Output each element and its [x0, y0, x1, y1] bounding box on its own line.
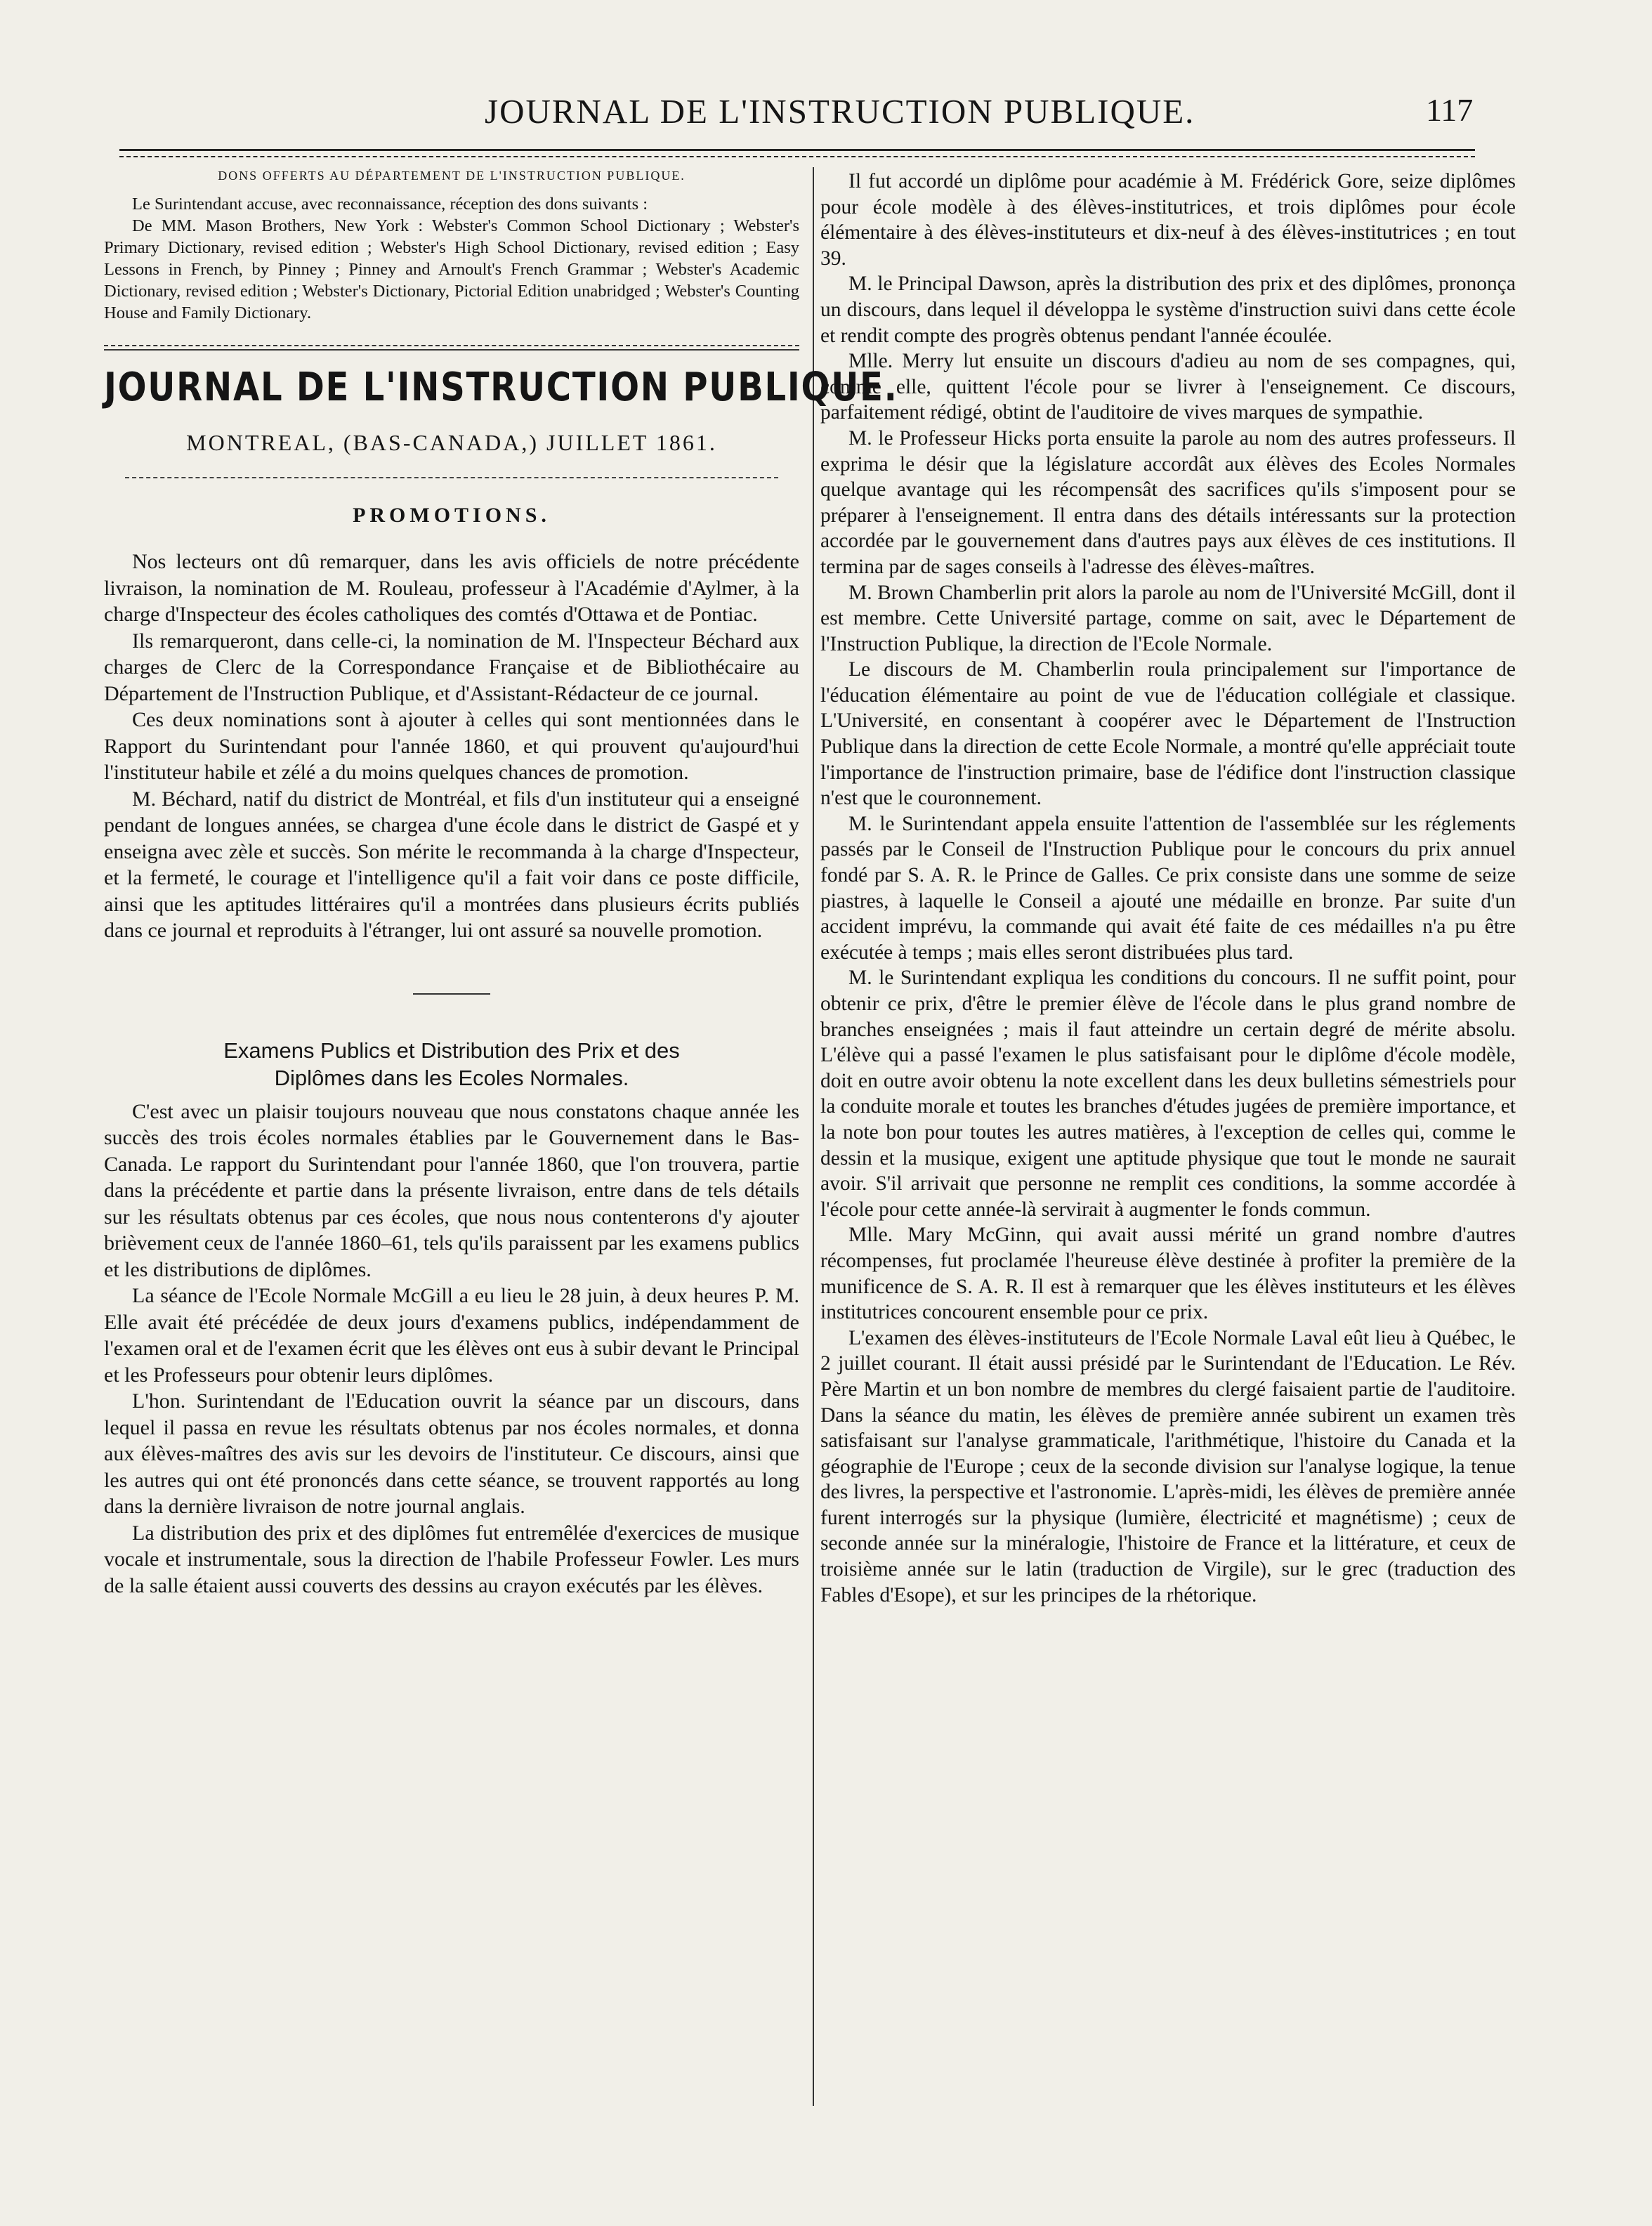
paragraph: M. Béchard, natif du district de Montréal, et fils d'un instituteur qui a enseigné pendant de longues années, se chargea d'une école dans le district de Gaspé et y enseigna avec zèle et succès. Son mérite le recommanda à la charge d'Inspecteur, et la fermeté, le courage et l'intelligence qu'il a fait voir dans ce poste difficile, ainsi que les aptitudes littéraires qu'il a montrées dans plusieurs écrits publiés dans ce journal et reproduits à l'étranger, lui ont assuré sa nouvelle promotion. — [104, 787, 799, 942]
masthead: JOURNAL DE L'INSTRUCTION PUBLIQUE. — [104, 365, 898, 410]
paragraph: M. le Principal Dawson, après la distribution des prix et des diplômes, prononça un discours, dans lequel il développa le système d'instruction suivi dans cette école et rendit compte des progrès obtenus pendant l'année écoulée. — [820, 273, 1516, 347]
left-column — [104, 169, 898, 1599]
dons-title: DONS OFFERTS AU DÉPARTEMENT DE L'INSTRUCTION PUBLIQUE. — [218, 169, 686, 183]
page-header — [0, 91, 1652, 155]
paragraph: M. Brown Chamberlin prit alors la parole au nom de l'Université McGill, dont il est membre. Cette Université partage, comme on sait, avec le Département de l'Instruction Publique, la direction de l'Ecole Normale. — [820, 581, 1516, 655]
article-title-line: Examens Publics et Distribution des Prix et des — [223, 1037, 680, 1063]
dateline: MONTREAL, (BAS-CANADA,) JUILLET 1861. — [186, 430, 717, 455]
paragraph: Mlle. Mary McGinn, qui avait aussi mérité un grand nombre d'autres récompenses, fut proclamée l'heureuse élève destinée à profiter la première de la munificence de S. A. R. Il est à remarquer que les élèves instituteurs et les élèves institutrices concourent ensemble pour ce prix. — [820, 1224, 1516, 1324]
paragraph: Nos lecteurs ont dû remarquer, dans les avis officiels de notre précédente livraison, la nomination de M. Rouleau, professeur à l'Académie d'Aylmer, à la charge d'Inspecteur des écoles catholiques des comtés d'Ottawa et de Pontiac. — [104, 550, 799, 626]
paragraph: La distribution des prix et des diplômes fut entremêlée d'exercices de musique vocale et instrumentale, sous la direction de l'habile Professeur Fowler. Les murs de la salle étaient aussi couverts des dessins au crayon exécutés par les élèves. — [104, 1521, 799, 1597]
article-title-line: Diplômes dans les Ecoles Normales. — [274, 1065, 629, 1090]
paragraph: Le discours de M. Chamberlin roula principalement sur l'importance de l'éducation élémentaire au point de vue de l'éducation collégiale et classique. L'Université, en consentant à coopérer avec le Département de l'Instruction Publique dans la direction de cette Ecole Normale, a montré qu'elle appréciait toute l'importance de l'instruction primaire, base de l'édifice dont l'instruction classique n'est que le couronnement. — [820, 658, 1516, 810]
separator-rule — [104, 349, 799, 351]
page-number: 117 — [1426, 92, 1474, 128]
paragraph: Ces deux nominations sont à ajouter à celles qui sont mentionnées dans le Rapport du Surintendant pour l'année 1860, et qui prouvent qu'aujourd'hui l'instituteur habile et zélé a du moins quelques chances de promotion. — [104, 708, 799, 784]
paragraph: M. le Professeur Hicks porta ensuite la parole au nom des autres professeurs. Il exprima le désir que la législature accordât aux élèves des Ecoles Normales quelque avantage qui les récompensât des sacrifices qu'ils s'imposent pour se préparer à l'enseignement. Il entra dans des détails intéressants sur la protection accordée par le gouvernement dans d'autres pays aux élèves de ces institutions. Il termina par de sages conseils à l'adresse des élèves-maîtres. — [820, 426, 1516, 578]
paragraph: L'hon. Surintendant de l'Education ouvrit la séance par un discours, dans lequel il passa en revue les résultats obtenus par nos écoles normales, et donna aux élèves-maîtres des avis sur les devoirs de l'instituteur. Ce discours, ainsi que les autres qui ont été prononcés dans cette séance, se trouvent rapportés au long dans la dernière livraison de notre journal anglais. — [104, 1389, 799, 1518]
section-title: PROMOTIONS. — [353, 504, 551, 527]
right-column — [820, 169, 1516, 1608]
dons-paragraph: De MM. Mason Brothers, New York : Webster's Common School Dictionary ; Webster's Primary Dictionary, revised edition ; Webster's High School Dictionary, revised edition ; Easy Lessons in French, by Pinney ; Pinney and Arnoult's French Grammar ; Webster's Academic Dictionary, revised edition ; Webster's Dictionary, Pictorial Edition unabridged ; Webster's Counting House and Family Dictionary. — [104, 216, 799, 322]
paragraph: C'est avec un plaisir toujours nouveau que nous constatons chaque année les succès des trois écoles normales établies par le Gouvernement dans le Bas-Canada. Le rapport du Surintendant pour l'année 1860, que l'on trouvera, partie dans la précédente et partie dans la présente livraison, entre dans de tels détails sur les résultats obtenus par ces écoles, que nous nous contenterons d'y ajouter brièvement ceux de l'année 1860–61, tels qu'ils paraissent par les examens publics et les distributions de diplômes. — [104, 1099, 799, 1281]
separator-rule — [104, 345, 799, 346]
running-title: JOURNAL DE L'INSTRUCTION PUBLIQUE. — [485, 92, 1195, 131]
header-rule — [119, 149, 1475, 151]
short-rule — [413, 993, 490, 995]
column-divider — [813, 167, 814, 2106]
paragraph: La séance de l'Ecole Normale McGill a eu lieu le 28 juin, à deux heures P. M. Elle avait été précédée de deux jours d'examens publics, indépendamment de l'examen oral et de l'examen écrit que les élèves ont eus à subir devant le Principal et les Professeurs pour obtenir leurs diplômes. — [104, 1284, 799, 1387]
paragraph: L'examen des élèves-instituteurs de l'Ecole Normale Laval eût lieu à Québec, le 2 juillet courant. Il était aussi présidé par le Surintendant de l'Education. Le Rév. Père Martin et un bon nombre de membres du clergé faisaient partie de l'auditoire. Dans la séance du matin, les élèves de première année subirent un examen très satisfaisant sur l'analyse grammaticale, l'arithmétique, l'histoire du Canada et la géographie de l'Europe ; ceux de la seconde division sur l'analyse logique, la tenue des livres, la perspective et l'astronomie. L'après-midi, les élèves de première année furent interrogés sur la physique (lumière, électricité et magnétisme) ; ceux de seconde année sur la minéralogie, l'histoire de France et la littérature, et ceux de troisième année sur le latin (traduction de Virgile), sur le grec (traduction des Fables d'Esope), et sur les principes de la rhétorique. — [820, 1326, 1516, 1606]
header-rule-dashed — [119, 156, 1475, 157]
dons-paragraph: Le Surintendant accuse, avec reconnaissance, réception des dons suivants : — [132, 195, 648, 214]
paragraph: M. le Surintendant appela ensuite l'attention de l'assemblée sur les réglements passés par le Conseil de l'Instruction Publique pour le concours du prix annuel fondé par S. A. R. le Prince de Galles. Ce prix consiste dans une somme de seize piastres, à laquelle le Conseil a ajouté une médaille en bronze. Par suite d'un accident imprévu, la commande qui avait été faite de ces médailles n'a pu être exécutée à temps ; mais elles seront distribuées plus tard. — [820, 812, 1516, 964]
paragraph: Mlle. Merry lut ensuite un discours d'adieu au nom de ses compagnes, qui, comme elle, quittent l'école pour se livrer à l'enseignement. Ce discours, parfaitement rédigé, obtint de l'auditoire de vives marques de sympathie. — [820, 350, 1516, 424]
paragraph: Il fut accordé un diplôme pour académie à M. Frédérick Gore, seize diplômes pour école modèle à des élèves-institutrices, et trois diplômes pour école élémentaire à des élèves-instituteurs et dix-neuf à des élèves-institutrices ; en tout 39. — [820, 170, 1516, 270]
paragraph: Ils remarqueront, dans celle-ci, la nomination de M. l'Inspecteur Béchard aux charges de Clerc de la Correspondance Française et de Bibliothécaire au Département de l'Instruction Publique, et d'Assistant-Rédacteur de ce journal. — [104, 629, 799, 705]
dons-section — [104, 169, 799, 324]
article-title — [104, 1037, 799, 1092]
separator-rule — [125, 477, 778, 478]
paragraph: M. le Surintendant expliqua les conditions du concours. Il ne suffit point, pour obtenir ce prix, d'être le premier élève de l'école dans le plus grand nombre de branches enseignées ; mais il faut atteindre un certain degré de mérite absolu. L'élève qui a passé l'examen le plus satisfaisant pour le diplôme d'école modèle, doit en outre avoir obtenu la note excellent dans les deux bulletins sémestriels pour la conduite morale et toutes les branches d'études jugées de première importance, et la note bon pour toutes les autres matières, à l'exception de celles qui, comme le dessin et la musique, exigent une aptitude physique que tout le monde ne saurait avoir. S'il arrivait que personne ne remplit ces conditions, la somme accordée à l'école pour cette année-là servirait à augmenter le fonds commun. — [820, 967, 1516, 1221]
